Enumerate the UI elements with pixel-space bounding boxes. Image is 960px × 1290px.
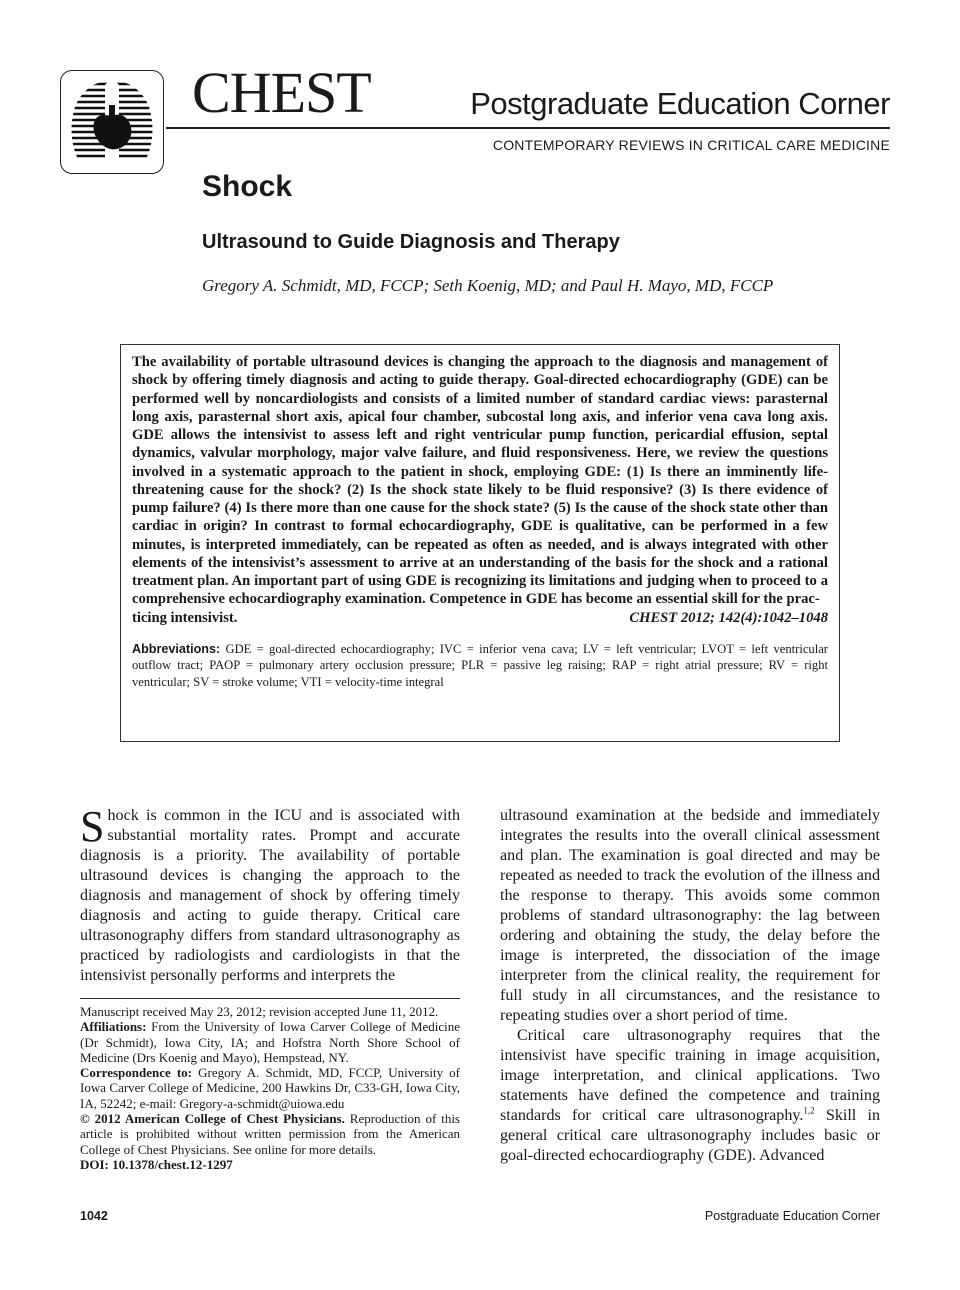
- abbreviations-text: GDE = goal-directed echocardiography; IVC = inferior vena cava; LV = left ventricular; LVOT = left ventricular outflow tract; PAOP = pulmonary artery occlusion pressure; PLR = passive leg raising; RAP = right atrial pressure; RV = right ventricular; SV = stroke volume; VTI = velocity-time integral: [132, 641, 829, 689]
- body-paragraph-2-text-cont: Skill in general critical care ultrasonography includes basic or goal-directed echocardiography (GDE). Advanced: [500, 1107, 880, 1164]
- drop-cap: S: [80, 802, 105, 851]
- intro-paragraph-text: hock is common in the ICU and is associated with substantial mortality rates. Prompt and accurate diagnosis is a priority. The availability of portable ultrasound devices is changing the approach to the diagnosis and management of shock by offering timely diagnosis and acting to guide therapy. Critical care ultrasonography differs from standard ultrasonography as practiced by radiologists and cardiologists in that the intensivist personally performs and interprets the: [80, 807, 460, 984]
- doi-label: DOI:: [80, 1156, 109, 1172]
- body-paragraph-2-text: Critical care ultrasonography requires that the intensivist have specific training in image acquisition, image interpretation, and clinical applications. Two statements have defined the competence and training standards for critical care ultrasonography.: [500, 1027, 880, 1124]
- body-paragraph-2: [500, 1026, 880, 1166]
- copyright-text: Reproduction of this article is prohibited without written permission from the American College of Chest Physicians. See online for more details.: [80, 1111, 460, 1157]
- correspondence-label: Correspondence to:: [80, 1065, 193, 1081]
- correspondence-text: Gregory A. Schmidt, MD, FCCP, University of Iowa Carver College of Medicine, 200 Hawkins Dr, C33-GH, Iowa City, IA, 52242; e-mail: Gregory-a-schmidt@uiowa.edu: [80, 1065, 460, 1111]
- affiliations-label: Affiliations:: [80, 1019, 147, 1035]
- footnotes: [80, 1004, 460, 1172]
- series-title: CONTEMPORARY REVIEWS IN CRITICAL CARE MEDICINE: [492, 137, 890, 153]
- doi-link[interactable]: 10.1378/chest.12-1297: [112, 1156, 233, 1172]
- copyright-label: © 2012 American College of Chest Physicians.: [80, 1111, 345, 1127]
- abstract-citation-line: [132, 609, 828, 627]
- abbreviations: [132, 641, 828, 691]
- author-list: Gregory A. Schmidt, MD, FCCP; Seth Koenig, MD; and Paul H. Mayo, MD, FCCP: [202, 276, 774, 295]
- chest-logo: [60, 70, 164, 174]
- footer-section-label: Postgraduate Education Corner: [704, 1209, 880, 1223]
- copyright: [80, 1111, 460, 1157]
- abstract-text: The availability of portable ultrasound devices is changing the approach to the diagnosis and management of shock by offering timely diagnosis and acting to guide therapy. Goal-directed echocardiography (GDE) can be performed well by noncardiologists and consists of a limited number of standard cardiac views: parasternal long axis, parasternal short axis, apical four chamber, subcostal long axis, and inferior vena cava long axis. GDE allows the intensivist to assess left and right ventricular pump function, pericardial effusion, septal dynamics, valvular morphology, major valve failure, and fluid responsiveness. Here, we review the questions involved in a systematic approach to the patient in shock, employing GDE: (1) Is there an imminently life-threatening cause for the shock? (2) Is the shock state likely to be fluid responsive? (3) Is there evidence of pump failure? (4) Is there more than one cause for the shock state? (5) Is the cause of the shock state other than cardiac in origin? In contrast to formal echocardiography, GDE is qualitative, can be performed in a few minutes, is interpreted immediately, can be repeated as often as needed, and is always integrated with other elements of the intensivist’s assessment to arrive at an understanding of the basis for the shock and a rational treatment plan. An important part of using GDE is recognizing its limitations and judging when to proceed to a comprehensive echocardiography examination. Competence in GDE has become an essential skill for the prac-: [132, 354, 828, 608]
- affiliations: [80, 1019, 460, 1065]
- body-paragraph-1: ultrasound examination at the bedside and immediately integrates the results into the overall clinical assessment and plan. The examination is goal directed and may be repeated as needed to track the evolution of the illness and the response to therapy. This avoids some common problems of standard ultrasonography: the lag between ordering and obtaining the study, the delay before the image is interpreted, the dissociation of the image interpreter from the clinical reality, the requirement for full study in all circumstances, and the resistance to repeating studies over a short period of time.: [500, 807, 880, 1024]
- article-subtitle: Ultrasound to Guide Diagnosis and Therapy: [202, 231, 620, 253]
- chest-lungs-heart-logo-icon: [65, 75, 159, 169]
- page-number: 1042: [80, 1209, 108, 1223]
- body-column-right: [500, 806, 880, 1166]
- header-divider: [166, 127, 890, 129]
- body-column-left: [80, 802, 460, 986]
- article-title: Shock: [202, 170, 293, 203]
- abstract-box: [120, 344, 840, 742]
- citation: CHEST 2012; 142(4):1042–1048: [629, 609, 828, 626]
- abstract-last-line: ticing intensivist.: [132, 609, 238, 626]
- affiliations-text: From the University of Iowa Carver College of Medicine (Dr Schmidt), Iowa City, IA; and Hofstra North Shore School of Medicine (Drs Koenig and Mayo), Hempstead, NY.: [80, 1019, 460, 1065]
- intro-paragraph: [80, 802, 460, 986]
- footnote-divider: [80, 998, 460, 999]
- section-title: Postgraduate Education Corner: [470, 86, 890, 121]
- manuscript-dates: Manuscript received May 23, 2012; revision accepted June 11, 2012.: [80, 1004, 439, 1019]
- reference-link[interactable]: 1,2: [803, 1105, 815, 1116]
- doi: [80, 1157, 460, 1172]
- correspondence: [80, 1065, 460, 1111]
- abbreviations-label: Abbreviations:: [132, 641, 221, 656]
- journal-name: CHEST: [192, 60, 371, 125]
